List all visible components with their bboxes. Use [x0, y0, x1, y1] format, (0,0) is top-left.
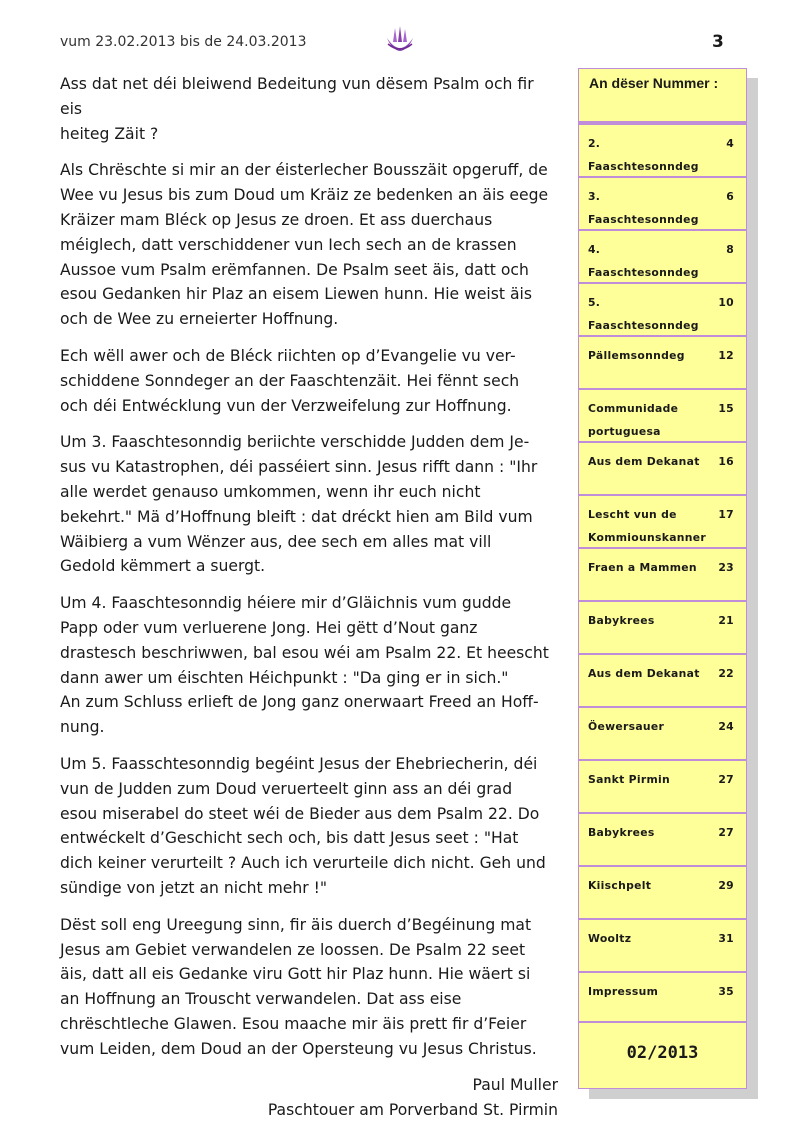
toc-item[interactable] — [579, 653, 746, 706]
toc-item-label: Kiischpelt — [588, 879, 652, 892]
toc-item-label: 2. Faaschtesonndeg — [588, 137, 699, 173]
toc-item-page: 27 — [718, 826, 734, 839]
toc-item-label: Impressum — [588, 985, 659, 998]
page-number: 3 — [712, 32, 724, 52]
toc-item-page: 23 — [718, 561, 734, 574]
parish-logo-icon — [384, 24, 416, 56]
toc-item-page: 10 — [718, 296, 734, 309]
toc-item[interactable] — [579, 759, 746, 812]
author-name: Paul Muller — [472, 1076, 558, 1095]
toc-item-label: Sankt Pirmin — [588, 773, 671, 786]
article-paragraph: Dëst soll eng Ureegung sinn, fir äis duerch d’Begéinung mat Jesus am Gebiet verwandelen ze loossen. De Psalm 22 seet äis, datt all eis Gedanke viru Gott hir Plaz hunn. Hie wäert si an Hoffnung an Trouscht verwandelen. Dat ass eise chrëschtleche Glawen. Esou maache mir äis prett fir d’Feier vum Leiden, dem Doud an der Opersteung vu Jesus Christus. — [60, 915, 537, 1058]
toc-item-label: Fraen a Mammen — [588, 561, 697, 574]
toc-item-label: 4. Faaschtesonndeg — [588, 243, 699, 279]
article-paragraph: Um 4. Faaschtesonndig héiere mir d’Gläichnis vum gudde Papp oder vum verluerene Jong. Hei gëtt d’Nout ganz drastesch beschriwwen, bal esou wéi am Psalm 22. Et heescht dann awer um éischten Héichpunkt : "Da ging er in sich." An zum Schluss erlieft de Jong ganz onerwaart Freed an Hoff- nung. — [60, 594, 549, 737]
author-role: Paschtouer am Porverband St. Pirmin — [267, 1101, 558, 1120]
toc-item-label: Babykrees — [588, 614, 655, 627]
toc-item-page: 22 — [718, 667, 734, 680]
toc-item[interactable] — [579, 123, 746, 176]
toc-item-page: 6 — [726, 190, 734, 203]
toc-item-page: 17 — [718, 508, 734, 521]
table-of-contents — [578, 68, 747, 1089]
toc-item[interactable] — [579, 706, 746, 759]
article-body — [60, 72, 558, 1123]
toc-item-label: Babykrees — [588, 826, 655, 839]
toc-item-page: 12 — [718, 349, 734, 362]
article-paragraph: Um 5. Faasschtesonndig begéint Jesus der Ehebriecherin, déi vun de Judden zum Doud veruerteelt ginn ass an déi grad esou miserabel do steet wéi de Bieder aus dem Psalm 22. Do entwéckelt d’Geschicht sech och, bis datt Jesus seet : "Hat dich keiner verurteilt ? Auch ich verurteile dich nicht. Geh und sündige von jetzt an nicht mehr !" — [60, 754, 546, 897]
toc-item[interactable] — [579, 600, 746, 653]
article-paragraph: Um 3. Faaschtesonndig beriichte verschidde Judden dem Je- sus vu Katastrophen, déi passéiert sinn. Jesus rifft dann : "Ihr alle werdet genauso umkommen, wenn ihr euch nicht bekehrt." Mä d’Hoffnung bleift : dat dréckt hien am Bild vum Wäibierg a vum Wënzer aus, dee sech em alles mat vill Gedold këmmert a suergt. — [60, 433, 538, 576]
toc-item-label: Öewersauer — [588, 720, 665, 733]
toc-item-label: Wooltz — [588, 932, 632, 945]
toc-item[interactable] — [579, 812, 746, 865]
toc-item[interactable] — [579, 441, 746, 494]
toc-item[interactable] — [579, 335, 746, 388]
toc-item-label: 5. Faaschtesonndeg — [588, 296, 699, 332]
article-paragraph: Ass dat net déi bleiwend Bedeitung vun dësem Psalm och fir eis heiteg Zäit ? — [60, 75, 534, 143]
issue-number: 02/2013 — [579, 1021, 746, 1088]
toc-item-page: 31 — [718, 932, 734, 945]
header-date-range: vum 23.02.2013 bis de 24.03.2013 — [60, 34, 307, 50]
toc-item-page: 27 — [718, 773, 734, 786]
toc-item-page: 35 — [718, 985, 734, 998]
toc-item-page: 15 — [718, 402, 734, 415]
toc-item[interactable] — [579, 547, 746, 600]
toc-item-page: 4 — [726, 137, 734, 150]
toc-item-page: 24 — [718, 720, 734, 733]
toc-item-page: 16 — [718, 455, 734, 468]
toc-item-label: Aus dem Dekanat — [588, 455, 700, 468]
toc-item[interactable] — [579, 971, 746, 1021]
toc-item-label: 3. Faaschtesonndeg — [588, 190, 699, 226]
toc-item-page: 8 — [726, 243, 734, 256]
toc-item-page: 21 — [718, 614, 734, 627]
toc-item[interactable] — [579, 282, 746, 335]
toc-item[interactable] — [579, 176, 746, 229]
toc-title: An dëser Nummer : — [579, 69, 746, 123]
toc-item-label: Pällemsonndeg — [588, 349, 685, 362]
toc-item[interactable] — [579, 494, 746, 547]
signature — [60, 1073, 558, 1123]
toc-item-label: Lescht vun de Kommiounskanner — [588, 508, 706, 544]
toc-item[interactable] — [579, 918, 746, 971]
toc-item-page: 29 — [718, 879, 734, 892]
toc-item-label: Communidade portuguesa — [588, 402, 679, 438]
toc-item[interactable] — [579, 229, 746, 282]
toc-item[interactable] — [579, 388, 746, 441]
article-paragraph: Als Chrëschte si mir an der éisterlecher Bousszäit opgeruff, de Wee vu Jesus bis zum Doud um Kräiz ze bedenken an äis eege Kräizer mam Bléck op Jesus ze droen. Et ass duerchaus méiglech, datt verschiddener vun Iech sech an de krassen Aussoe vum Psalm erëmfannen. De Psalm seet äis, datt och esou Gedanken hir Plaz an eisem Liewen hunn. Hie weist äis och de Wee zu erneierter Hoffnung. — [60, 161, 549, 329]
toc-item-label: Aus dem Dekanat — [588, 667, 700, 680]
article-paragraph: Ech wëll awer och de Bléck riichten op d’Evangelie vu ver- schiddene Sonndeger an der Faaschtenzäit. Hei fënnt sech och déi Entwécklung vun der Verzweifelung zur Hoffnung. — [60, 346, 520, 415]
toc-item[interactable] — [579, 865, 746, 918]
